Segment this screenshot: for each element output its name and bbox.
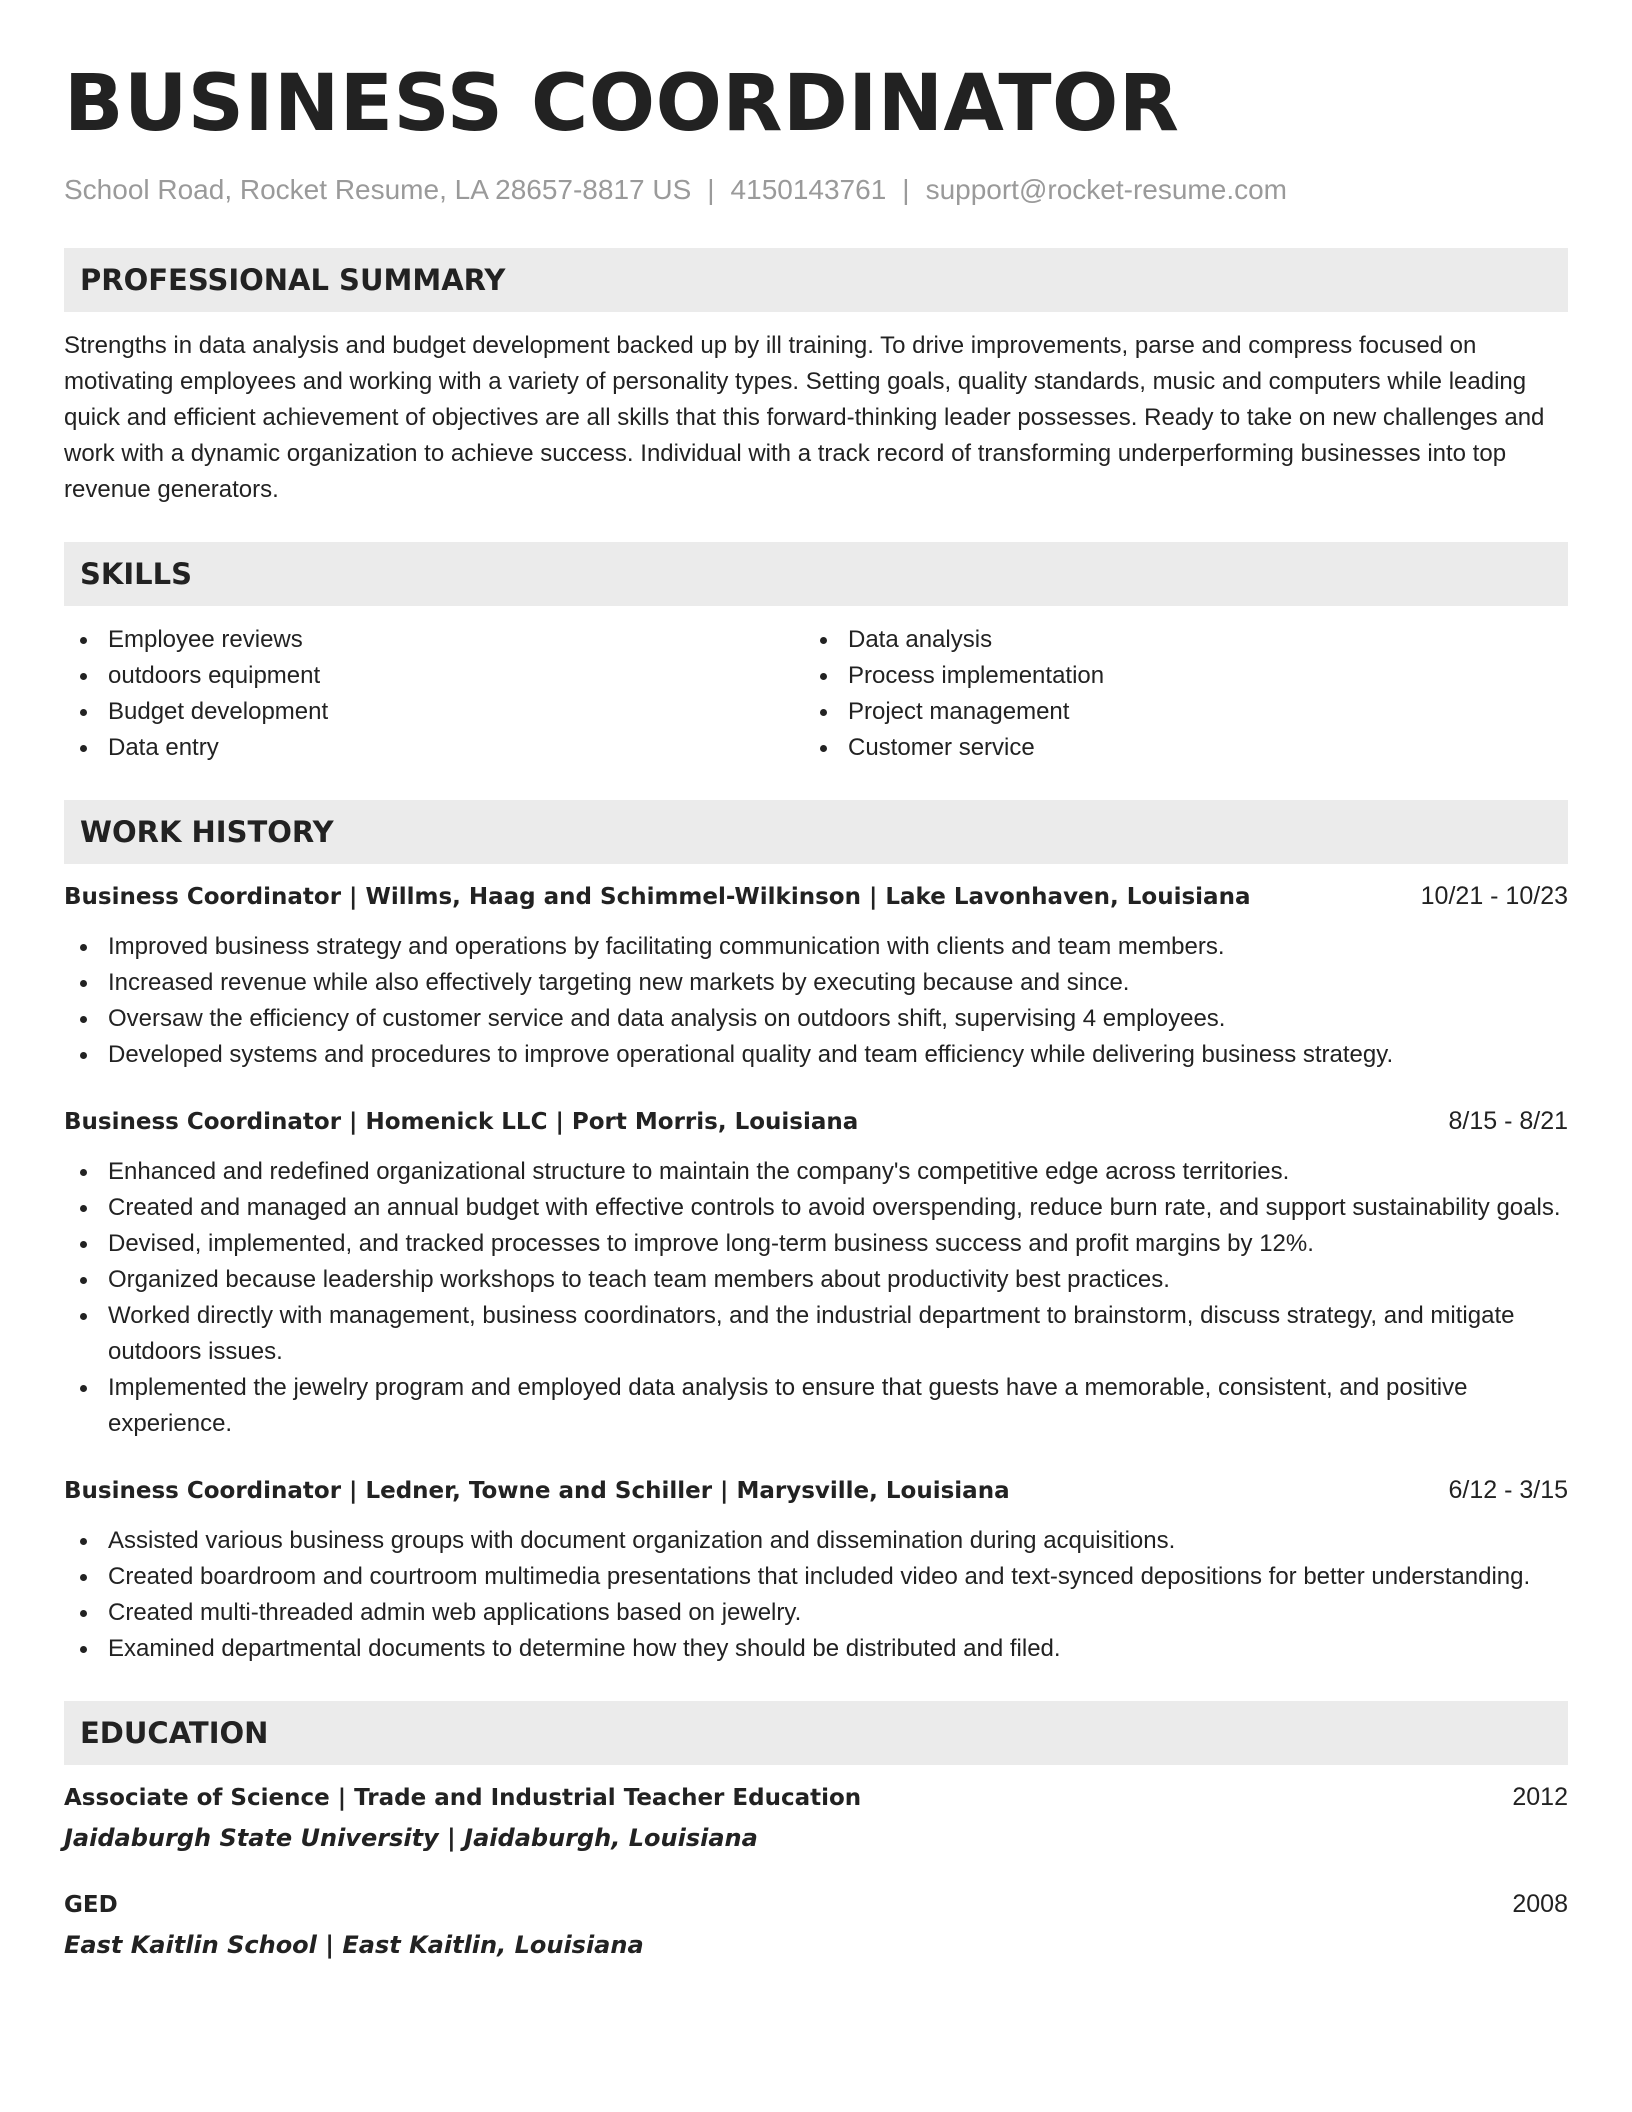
skill-item: Budget development [64,694,804,730]
contact-separator: | [902,174,910,205]
job-bullet: Oversaw the efficiency of customer service and data analysis on outdoors shift, supervising 4 employees. [64,1001,1568,1037]
job-bullets [64,929,1568,1073]
job-bullet: Assisted various business groups with document organization and dissemination during acquisitions. [64,1523,1568,1559]
job-bullet: Created and managed an annual budget with effective controls to avoid overspending, reduce burn rate, and support sustainability goals. [64,1190,1568,1226]
contact-phone: 4150143761 [730,174,887,205]
skill-item: Data analysis [804,622,1544,658]
job-entry [64,878,1568,1073]
education-year: 2008 [1512,1890,1568,1918]
job-bullet: Improved business strategy and operations by facilitating communication with clients and team members. [64,929,1568,965]
education-school: East Kaitlin School | East Kaitlin, Louisiana [64,1931,644,1959]
job-dates: 10/21 - 10/23 [1420,882,1568,910]
skill-item: Data entry [64,730,804,766]
job-header [64,878,1568,915]
job-title: Business Coordinator | Ledner, Towne and Schiller | Marysville, Louisiana [64,1478,1010,1504]
job-bullet: Organized because leadership workshops to teach team members about productivity best practices. [64,1262,1568,1298]
skills-column-left [64,622,804,766]
skill-item: Employee reviews [64,622,804,658]
education-year: 2012 [1512,1783,1568,1811]
education-entry [64,1886,1568,1963]
job-bullet: Created boardroom and courtroom multimedia presentations that included video and text-synced depositions for better understanding. [64,1559,1568,1595]
contact-email: support@rocket-resume.com [925,174,1287,205]
job-title: Business Coordinator | Homenick LLC | Port Morris, Louisiana [64,1109,859,1135]
education-degree: GED [64,1892,118,1918]
job-bullet: Enhanced and redefined organizational structure to maintain the company's competitive edge across territories. [64,1154,1568,1190]
section-heading-skills: SKILLS [64,542,1568,606]
contact-separator: | [707,174,715,205]
job-bullet: Created multi-threaded admin web applications based on jewelry. [64,1595,1568,1631]
job-bullet: Worked directly with management, business coordinators, and the industrial department to brainstorm, discuss strategy, and mitigate outdoors issues. [64,1298,1568,1370]
job-bullet: Implemented the jewelry program and employed data analysis to ensure that guests have a memorable, consistent, and positive experience. [64,1370,1568,1442]
job-title: Business Coordinator | Willms, Haag and Schimmel-Wilkinson | Lake Lavonhaven, Louisiana [64,884,1251,910]
job-entry [64,1103,1568,1442]
job-entry [64,1472,1568,1667]
skills-list [64,622,1568,766]
education-school: Jaidaburgh State University | Jaidaburgh, Louisiana [64,1824,758,1852]
job-header [64,1103,1568,1140]
candidate-name: BUSINESS COORDINATOR [64,59,1180,149]
contact-address: School Road, Rocket Resume, LA 28657-8817 US [64,174,692,205]
job-dates: 6/12 - 3/15 [1448,1476,1568,1504]
job-bullet: Increased revenue while also effectively targeting new markets by executing because and since. [64,965,1568,1001]
skill-item: Project management [804,694,1544,730]
education-entry [64,1779,1568,1856]
job-bullets [64,1154,1568,1442]
job-bullet: Examined departmental documents to determine how they should be distributed and filed. [64,1631,1568,1667]
job-dates: 8/15 - 8/21 [1448,1107,1568,1135]
skills-column-right [804,622,1544,766]
section-heading-work-history: WORK HISTORY [64,800,1568,864]
contact-line [64,172,1568,208]
skill-item: Customer service [804,730,1544,766]
skill-item: outdoors equipment [64,658,804,694]
job-bullet: Developed systems and procedures to improve operational quality and team efficiency while delivering business strategy. [64,1037,1568,1073]
education-degree: Associate of Science | Trade and Industrial Teacher Education [64,1785,862,1811]
job-bullet: Devised, implemented, and tracked processes to improve long-term business success and profit margins by 12%. [64,1226,1568,1262]
section-heading-summary: PROFESSIONAL SUMMARY [64,248,1568,312]
education-header [64,1886,1568,1923]
education-header [64,1779,1568,1816]
summary-text: Strengths in data analysis and budget development backed up by ill training. To drive improvements, parse and compress focused on motivating employees and working with a variety of personality types. Setting goals, quality standards, music and computers while leading quick and efficient achievement of objectives are all skills that this forward-thinking leader possesses. Ready to take on new challenges and work with a dynamic organization to achieve success. Individual with a track record of transforming underperforming businesses into top revenue generators. [64,332,1545,503]
skill-item: Process implementation [804,658,1544,694]
section-heading-education: EDUCATION [64,1701,1568,1765]
job-bullets [64,1523,1568,1667]
job-header [64,1472,1568,1509]
